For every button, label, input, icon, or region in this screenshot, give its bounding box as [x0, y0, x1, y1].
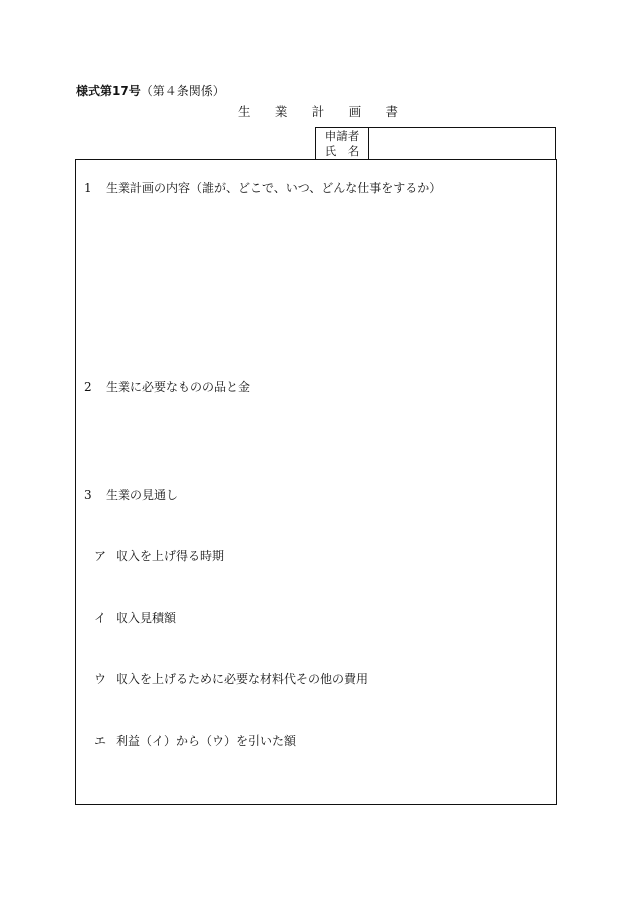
subsection-u — [94, 670, 368, 687]
subsection-letter: ウ — [94, 672, 107, 686]
subsection-label: 収入見積額 — [116, 611, 177, 625]
title-char: 業 — [274, 104, 288, 119]
applicant-box — [315, 127, 556, 159]
form-number: 様式第17号 — [76, 84, 141, 98]
subsection-letter: イ — [94, 611, 107, 625]
title-char: 計 — [311, 104, 325, 119]
section-3 — [84, 486, 178, 503]
section-2 — [84, 378, 250, 395]
subsection-letter: ア — [94, 549, 107, 563]
title-char: 画 — [348, 104, 362, 119]
applicant-name-field[interactable] — [369, 128, 555, 159]
plan-content-frame — [75, 159, 557, 805]
subsection-e — [94, 732, 296, 749]
title-char: 生 — [238, 104, 251, 119]
applicant-label-line1: 申請者 — [324, 129, 360, 143]
title-char: 書 — [385, 104, 398, 119]
section-number: 2 — [84, 380, 92, 394]
section-number: 3 — [84, 488, 92, 502]
section-label: 生業に必要なものの品と金 — [106, 380, 251, 394]
applicant-label-line2: 氏 名 — [324, 144, 360, 158]
document-title — [238, 102, 398, 120]
form-relation: （第４条関係） — [140, 84, 225, 98]
subsection-label: 収入を上げ得る時期 — [116, 549, 225, 563]
section-label: 生業計画の内容（誰が、どこで、いつ、どんな仕事をするか） — [106, 181, 442, 195]
subsection-label: 収入を上げるために必要な材料代その他の費用 — [116, 672, 369, 686]
form-reference — [76, 82, 225, 99]
section-label: 生業の見通し — [106, 488, 179, 502]
subsection-label: 利益（イ）から（ウ）を引いた額 — [116, 734, 297, 748]
subsection-letter: エ — [94, 734, 107, 748]
subsection-i — [94, 609, 176, 626]
section-1 — [84, 179, 441, 196]
subsection-a — [94, 547, 224, 564]
applicant-label — [316, 128, 369, 159]
section-number: 1 — [84, 181, 92, 195]
